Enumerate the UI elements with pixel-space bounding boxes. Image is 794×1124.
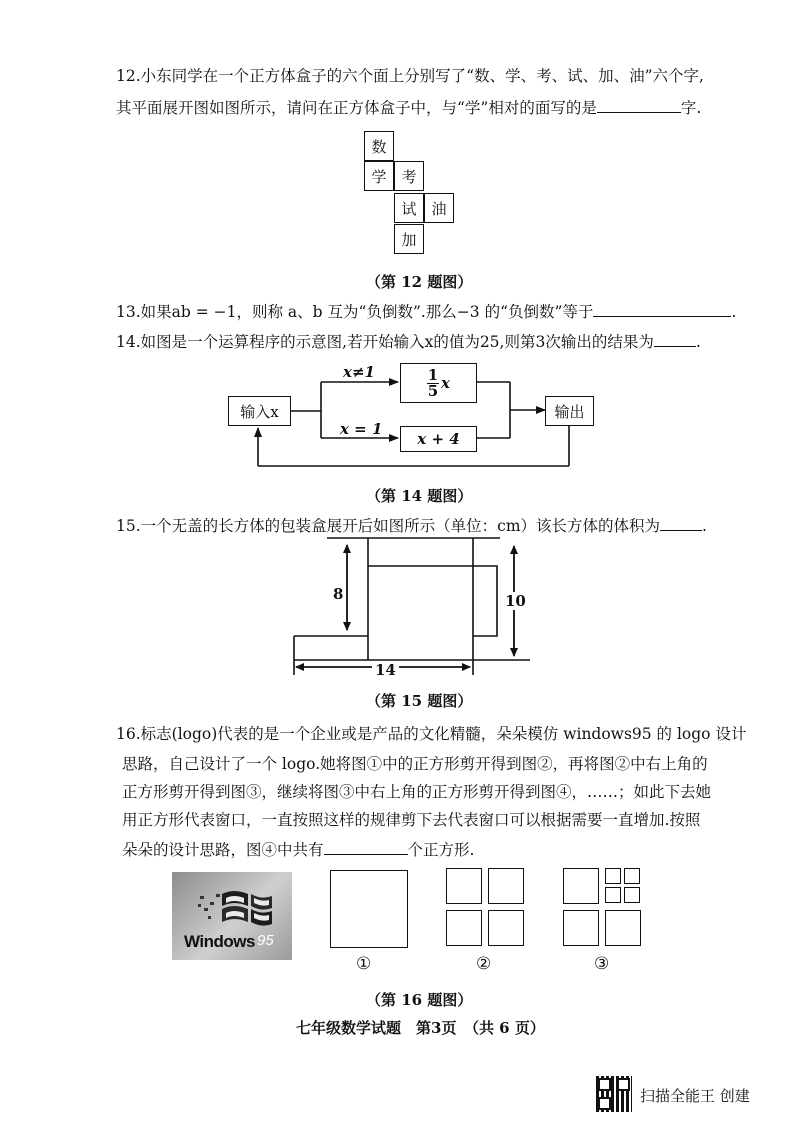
output-box: 输出 (545, 396, 594, 426)
q14-caption: （第 14 题图） (366, 487, 473, 505)
q12-line1: 12.小东同学在一个正方体盒子的六个面上分别写了“数、学、考、试、加、油”六个字, (116, 67, 704, 85)
q16-line2: 思路，自己设计了一个 logo.她将图①中的正方形剪开得到图②，再将图②中右上角的 (122, 755, 708, 773)
input-box: 输入x (228, 396, 291, 426)
net-cell-shu: 数 (364, 131, 394, 161)
figure-3-square (563, 910, 599, 946)
q16-line5 (122, 838, 474, 862)
cond-not-one: x≠1 (343, 363, 375, 381)
fraction-variable: x (441, 374, 450, 392)
q12-suffix: 字. (680, 99, 702, 117)
figure-3-label: ③ (594, 954, 610, 974)
figure-3-small-square (605, 868, 621, 884)
figure-1-square (330, 870, 408, 948)
figure-2-square (446, 868, 482, 904)
figure-3-square (605, 910, 641, 946)
logo-windows-text: Windows (184, 932, 255, 951)
figure-2-square (488, 910, 524, 946)
q16-line1: 16.标志(logo)代表的是一个企业或是产品的文化精髓，朵朵模仿 windows95 的 logo 设计 (116, 725, 747, 743)
figure-2-square (446, 910, 482, 946)
scanner-watermark: 扫描全能王 创建 (640, 1087, 750, 1105)
figure-1-label: ① (356, 954, 372, 974)
net-cell-you: 油 (424, 193, 454, 223)
figure-3-small-square (605, 887, 621, 903)
q12-caption: （第 12 题图） (366, 273, 473, 291)
q16-line3: 正方形剪开得到图③，继续将图③中右上角的正方形剪开得到图④，……；如此下去她 (122, 783, 712, 801)
qr-code-icon (596, 1076, 632, 1112)
q16-caption: （第 16 题图） (366, 991, 473, 1009)
fraction-denominator: 5 (427, 381, 439, 400)
q15-suffix: . (702, 517, 707, 535)
net-cell-kao: 考 (394, 161, 424, 191)
cond-eq-one: x = 1 (340, 420, 383, 438)
q13-suffix: . (731, 303, 737, 321)
q12-line2-text: 其平面展开图如图所示，请问在正方体盒子中，与“学”相对的面写的是 (116, 99, 597, 117)
net-cell-shi: 试 (394, 193, 424, 223)
q15-caption: （第 15 题图） (366, 692, 473, 710)
dim-14-label: 14 (372, 661, 399, 679)
dim-10-label: 10 (505, 592, 526, 610)
windows95-logo-image (172, 872, 292, 960)
figure-3-square (563, 868, 599, 904)
q16-answer-blank[interactable] (324, 838, 408, 855)
q15-text: 15.一个无盖的长方体的包装盒展开后如图所示（单位：cm）该长方体的体积为 (116, 517, 661, 535)
q16-line5-suffix: 个正方形. (407, 841, 475, 859)
figure-3-small-square (624, 868, 640, 884)
q13-text: 13.如果ab = −1，则称 a、b 互为“负倒数”.那么−3 的“负倒数”等于 (116, 303, 594, 321)
figure-2-label: ② (476, 954, 492, 974)
q14-suffix: . (695, 333, 701, 351)
q14-text: 14.如图是一个运算程序的示意图,若开始输入x的值为25,则第3次输出的结果为 (116, 333, 654, 351)
figure-3-small-square (624, 887, 640, 903)
q16-line4: 用正方形代表窗口，一直按照这样的规律剪下去代表窗口可以根据需要一直增加.按照 (122, 811, 701, 829)
add-box: x + 4 (400, 426, 477, 452)
net-cell-jia: 加 (394, 224, 424, 254)
figure-2-square (488, 868, 524, 904)
logo-95-text: 95 (257, 932, 274, 949)
page-footer: 七年级数学试题 第3页 （共 6 页） (296, 1019, 545, 1037)
fraction-numerator: 1 (427, 365, 439, 384)
net-cell-xue: 学 (364, 161, 394, 191)
dim-8-label: 8 (333, 585, 344, 603)
q16-line5-text: 朵朵的设计思路，图④中共有 (122, 841, 324, 859)
